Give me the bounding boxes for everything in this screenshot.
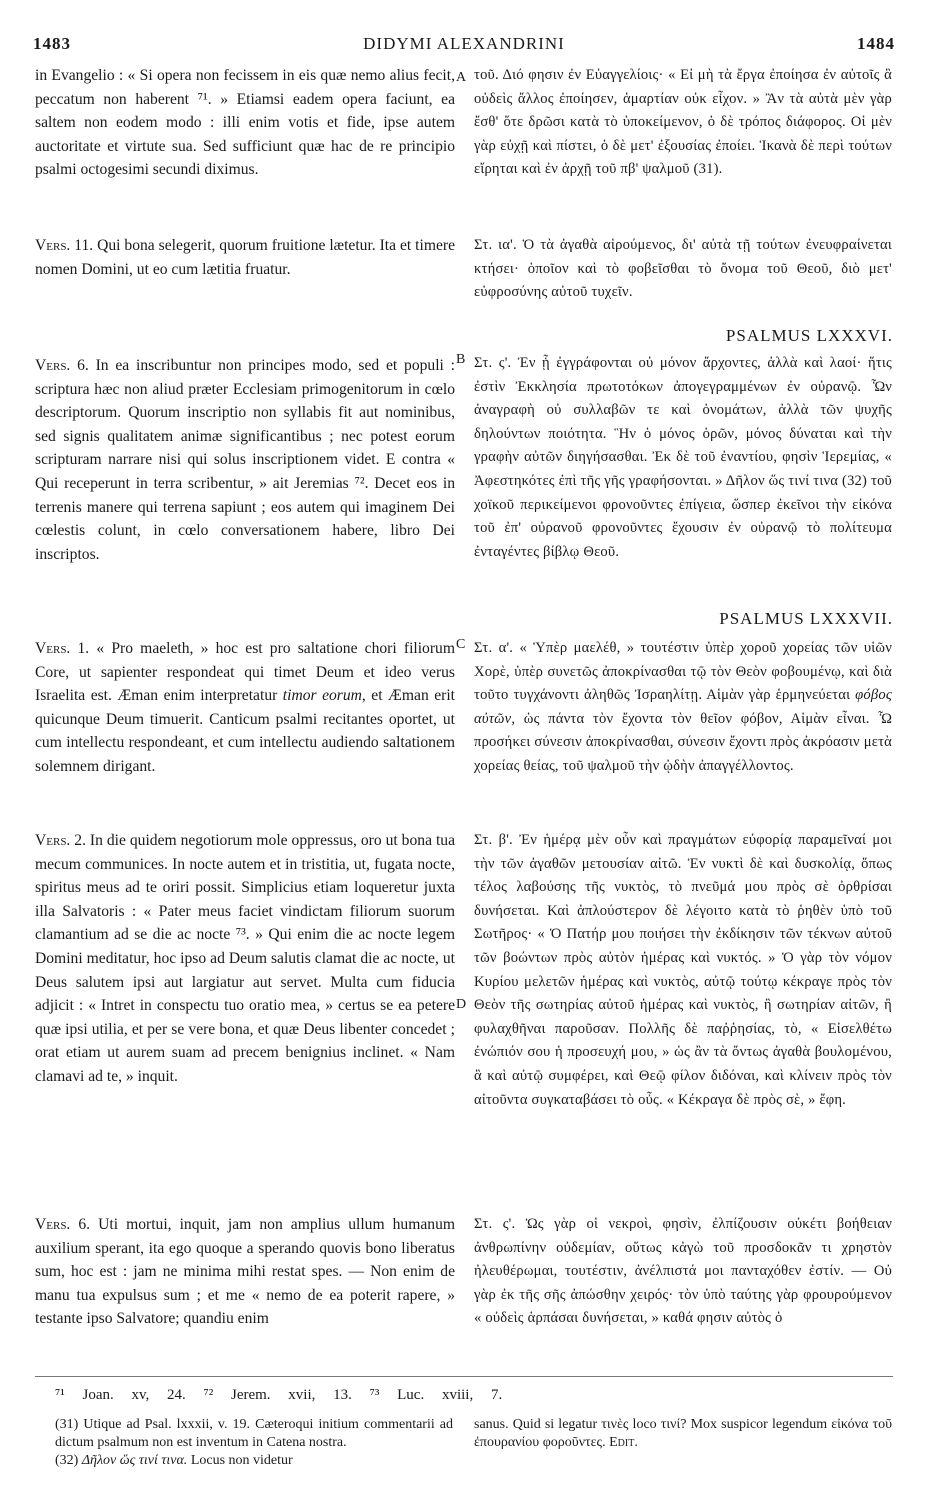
latin-para-6: Vers. 6. Uti mortui, inquit, jam non amplius ullum humanum auxilium sperant, ita ego quoque a sperando quovis bono liberatus sum, hoc est : jam ne minima mihi restat spes. — Non enim de manu tua expulsus sum ; et me « nemo de ea poterit rapere, » testante ipso Salvatore; quandiu enim: [35, 1216, 455, 1328]
latin-para-2: Vers. 11. Qui bona selegerit, quorum fruitione lætetur. Ita et timere nomen Domini, ut eo cum lætitia fruatur.: [35, 237, 455, 278]
editor-signature: Edit.: [609, 1435, 638, 1450]
latin-para-5: Vers. 2. In die quidem negotiorum mole oppressus, oro ut bona tua mecum communices. In nocte autem et in tristitia, ut, fugata nocte, spiritus meus ad te oriri possit. Simplicius etiam loqueretur juxta illa Salvatoris : « Pater meus faciet vindictam filiorum suorum clamantium ad se die ac nocte ⁷³. » Qui enim die ac nocte legem Domini meditatur, hoc ipso ad Deum salutis clamat die ac nocte, ut Deus salutem ipsi aut largiatur aut servet. Multa cum fiducia adjicit : « Intret in conspectu tuo oratio mea, » certus se ea petere quæ ipsi utilia, et per se vere bona, et quæ Deus libenter concedet ; orat etiam ut aurem suam ad precem benignius inclinet. « Nam clamavi ad te, » inquit.: [35, 832, 455, 1085]
greek-para-6: Στ. ς'. Ὡς γὰρ οἱ νεκροὶ, φησὶν, ἐλπίζουσιν οὐκέτι βοήθειαν ἀνθρωπίνην οὐδεμίαν, οὕτως κἀγὼ τοῦ προσδοκᾶν τι χρηστὸν ἠλευθέρωμαι, τουτέστιν, ἀνέλπιστά μοι πανταχόθεν ἐστίν. — Οὐ γὰρ ἐκ τῆς σῆς ἀπώσθην χειρός· τὸν ὑπὸ ταύτης γὰρ φρουρούμενον « οὐδεὶς ἁρπάσαι δυνήσεται, » καθά φησιν αὐτὸς ὁ: [474, 1216, 892, 1327]
greek-para-1: τοῦ. Διό φησιν ἐν Εὐαγγελίοις· « Εἰ μὴ τὰ ἔργα ἐποίησα ἐν αὐτοῖς ἃ οὐδεὶς ἄλλος ἐποίησεν, ἁμαρτίαν οὐκ εἶχον. » Ἂν τὰ αὐτὰ μὲν γὰρ ἔσθ' ὅτε δρῶσι κατὰ τὸ ὑποκείμενον, ὁ δὲ τρόπος διάφορος. Οἱ μὲν γὰρ εὐχῇ καὶ πίστει, ὁ δὲ μετ' ἐξουσίας ἐποίει. Ἱκανὰ δὲ περὶ τούτων εἴρηται καὶ ἐν ἀρχῇ τοῦ πβ' ψαλμοῦ (31).: [474, 67, 892, 178]
editor-notes-right: [474, 1416, 892, 1452]
note-32: (32) Δῆλον ὥς τινί τινα. Locus non videtur: [55, 1453, 293, 1468]
latin-para-3: Vers. 6. In ea inscribuntur non principes modo, sed et populi : scriptura hæc non aliud præter Ecclesiam primogenitorum in cœlo descriptorum. Quorum inscriptio non syllabis fit aut nominibus, sed signis qualitatem animæ significantibus ; nec potest eorum scripturam narrare nisi qui solus inscriptionem videt. E contra « Qui receperunt in terra scribentur, » ait Jeremias ⁷². Decet eos in terrenis manere qui terrena sapiunt ; eos autem qui imaginem Dei cœlestis colunt, in cœlo conversationem habere, libro Dei inscriptos.: [35, 357, 455, 563]
footnote-rule: [35, 1376, 893, 1377]
greek-para-4: Στ. α'. « Ὑπὲρ μαελέθ, » τουτέστιν ὑπὲρ χοροῦ χορείας τῶν υἱῶν Χορὲ, ὑπὲρ συνετῶς ἀποκρίνασθαι τῷ τὸν Θεὸν φοβουμένῳ, καὶ διὰ τοῦτο τυγχάνοντι ἀληθῶς Ἰσραηλίτῃ. Αἱμὰν γὰρ ἑρμηνεύεται φόβος αὐτῶν, ὡς πάντα τὸν ἔχοντα τὸν θεῖον φόβον, Αἱμὰν εἶναι. Ὧ προσήκει σύνεσιν ἀποκρίνασθαι, σύνεσιν ἔχοντι πρὸς ἀκρόασιν μετὰ χορείας θείας, τοῦ ψαλμοῦ τὴν ᾠδὴν ἀπαγγέλλοντος.: [474, 640, 892, 774]
running-title: DIDYMI ALEXANDRINI: [363, 34, 565, 53]
psalm-heading-86: PSALMUS LXXXVI.: [725, 326, 893, 345]
latin-para-4: Vers. 1. « Pro maeleth, » hoc est pro saltatione chori filiorum Core, ut sapienter respondeat qui timet Deum et ideo verus Israelita est. Æman enim interpretatur timor eorum, et Æman erit quicunque Deum timuerit. Canticum psalmi recitantes oportet, ut cum intellectu respondeant, et cum intellectu audiendo saltationem solemnem dirigant.: [35, 640, 456, 775]
margin-letter-a: A: [456, 70, 467, 85]
scripture-footnotes: [55, 1387, 502, 1404]
footnote-73: ⁷³ Luc. xviii, 7.: [369, 1387, 503, 1403]
note-32-continued: sanus. Quid si legatur τινὲς loco τινί? Mox suspicor legendum εἰκόνα τοῦ ἐπουρανίου φοροῦντες.: [474, 1417, 892, 1450]
margin-letter-d: D: [456, 997, 467, 1012]
page-number-right: 1484: [857, 34, 895, 53]
page-header: [33, 34, 895, 56]
greek-para-5: Στ. β'. Ἐν ἡμέρᾳ μὲν οὖν καὶ πραγμάτων εὐφορίᾳ παραμεῖναί μοι τὴν τῶν ἀγαθῶν μετουσίαν αἰτῶ. Ἐν νυκτὶ δὲ καὶ δυσκολίᾳ, ὅπως τέλος λαβούσης τῆς νυκτὸς, τὸ πνεῦμά μου πρὸς σὲ ὀρθρίσαι δυνήσεται. Καὶ ἁπλούστερον δὲ λέγοιτο κατὰ τὸ ῥηθὲν ὑπὸ τοῦ Σωτῆρος· « Ὁ Πατήρ μου ποιήσει τὴν ἐκδίκησιν τῶν τέκνων αὐτοῦ τῶν βοώντων πρὸς αὐτὸν ἡμέρας καὶ νυκτός. » Ὁ γὰρ τὸν νόμον Κυρίου μελετῶν ἡμέρας καὶ νυκτὸς, αὐτῷ τούτῳ κέκραγε πρὸς τὸν Θεὸν τῆς σωτηρίας αὐτοῦ ἡμέρας καὶ νυκτὸς, ἢ σωτηρίαν αἰτῶν, ἢ φυλαχθῆναι παροῦσαν. Πολλῆς δὲ παῤῥησίας, τὸ, « Εἰσελθέτω ἐνώπιόν σου ἡ προσευχή μου, » ὡς ἂν τὰ ὄντως ἀγαθὰ βουλομένου, ἃ καὶ αὐτῷ συμφέρει, καὶ Θεῷ φίλον διδόναι, καὶ κλίνειν πρὸς τὸν αἰτοῦντα συγκαταβάσει τὸ οὖς. « Κέκραγα δὲ πρὸς σὲ, » ἔφη.: [474, 832, 892, 1108]
greek-para-3: Στ. ς'. Ἐν ᾗ ἐγγράφονται οὐ μόνον ἄρχοντες, ἀλλὰ καὶ λαοί· ἥτις ἐστὶν Ἐκκλησία πρωτοτόκων ἀπογεγραμμένων ἐν οὐρανῷ. Ὧν ἀναγραφὴ οὐ συλλαβῶν τε καὶ ὀνομάτων, ἀλλὰ τῶν ψυχῆς δηλούντων ποιότητα. Ἣν ὁ μόνος ὁρῶν, μόνος δύναται καὶ τὴν γραφὴν αὐτῶν διηγήσασθαι. Ἐκ δὲ τοῦ ἐναντίου, φησὶν Ἱερεμίας, « Ἀφεστηκότες ἐπὶ τῆς γῆς γραφήσονται. » Δῆλον ὥς τινί τινα (32) τοῦ χοϊκοῦ περικείμενοι φρονοῦντες ἐπίγεια, ὥσπερ ἐκεῖνοι τὴν εἰκόνα τοῦ ἐπ' οὐρανοῦ φρονοῦντες ἔχουσιν ἐν οὐρανῷ τὸ πολίτευμα ἐνταγέντες βίβλῳ Θεοῦ.: [474, 355, 892, 560]
page-number-left: 1483: [33, 34, 71, 53]
latin-para-1: in Evangelio : « Si opera non fecissem in eis quæ nemo alius fecit, peccatum non haberent ⁷¹. » Etiamsi eadem opera faciunt, ea saltem non eodem modo : illi enim votis et fide, ipse autem auctoritate et virtute sua. Sed sufficiunt quæ hac de re principio psalmi octogesimi secundi diximus.: [35, 67, 455, 179]
note-31: (31) Utique ad Psal. lxxxii, v. 19. Cæteroqui initium commentarii ad dictum psalmum non est inventum in Catena nostra.: [55, 1417, 453, 1450]
psalm-heading-87: PSALMUS LXXXVII.: [719, 609, 893, 628]
editor-notes-left: [55, 1416, 453, 1470]
margin-letter-c: C: [456, 637, 466, 652]
footnote-71: ⁷¹ Joan. xv, 24.: [55, 1387, 186, 1403]
footnote-72: ⁷² Jerem. xvii, 13.: [203, 1387, 352, 1403]
margin-letter-b: B: [456, 352, 466, 367]
greek-para-2: Στ. ια'. Ὁ τὰ ἀγαθὰ αἱρούμενος, δι' αὐτὰ τῇ τούτων ἐνευφραίνεται κτήσει· ὁποῖον καὶ τὸ φοβεῖσθαι τὸ ὄνομα τοῦ Θεοῦ, διὸ μετ' εὐφροσύνης αὐτοῦ τυχεῖν.: [474, 237, 892, 301]
